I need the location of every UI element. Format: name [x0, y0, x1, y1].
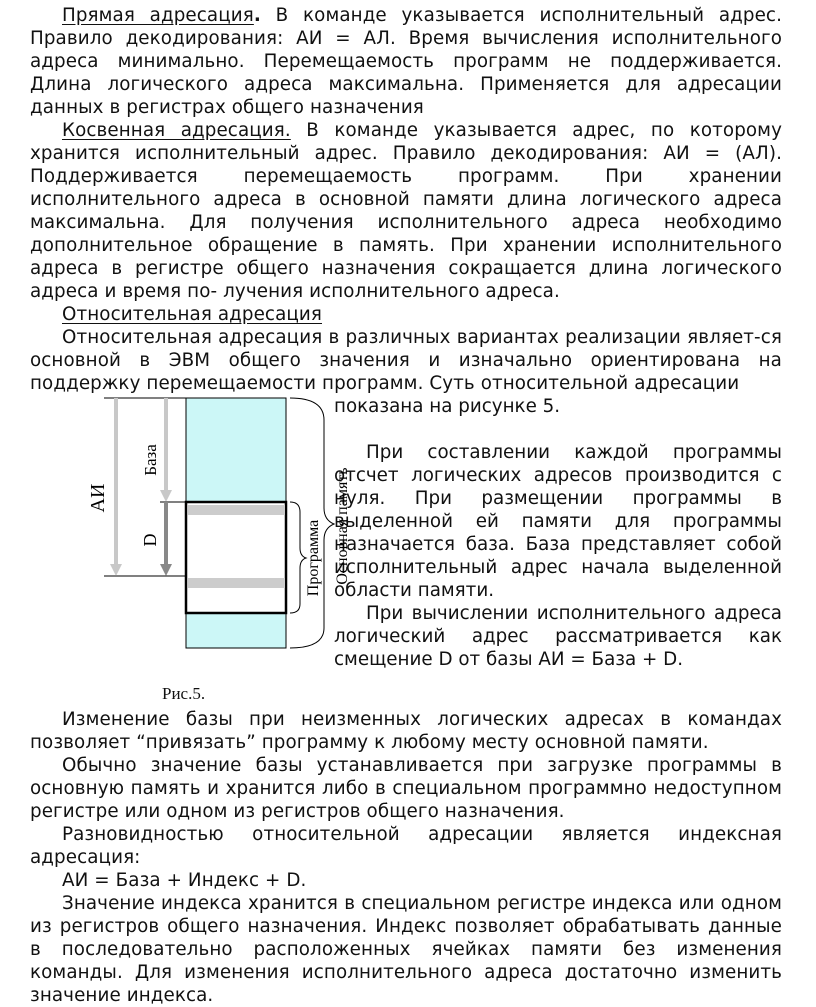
side-text-base: При составлении каждой программы отсчет логических адресов производится с нуля. При размещении программы в выделенной ей памяти для программы назначается база. База представляет собой исполнительный адрес начала выделенной области памяти.	[334, 442, 782, 601]
base-band	[188, 505, 285, 515]
paragraph-index-value: Значение индекса хранится в специальном регистре индекса или одном из регистров общего назначения. Индекс позволяет обрабатывать данные в последовательно расположенных ячейках памяти без изменения команды. Для изменения исполнительного адреса достаточно изменить значение индекса.	[30, 893, 782, 1006]
paragraph-base-change: Изменение базы при неизменных логических адресах в командах позволяет “привязать” программу к любому месту основной памяти.	[30, 709, 782, 753]
figure-reference: показана на рисунке 5.	[334, 396, 561, 417]
side-text-offset: При вычислении исполнительного адреса логический адрес рассматривается как смещение D от базы АИ = База + D.	[334, 603, 782, 670]
direct-title-dot: .	[253, 5, 261, 26]
program-block	[186, 502, 286, 613]
relative-addressing-title: Относительная адресация	[62, 304, 322, 325]
paragraph-direct-addressing	[30, 4, 782, 119]
paragraph-base-value: Обычно значение базы устанавливается при загрузке программы в основную память и хранится либо в специальном программно недоступном регистре или одном из регистров общего назначения.	[30, 755, 782, 822]
d-arrow-head	[160, 564, 172, 576]
relative-addressing-intro: Относительная адресация в различных вариантах реализации являет-ся основной в ЭВМ общего значения и изначально ориентирована на поддержку перемещаемости программ. Суть относительной адресации	[30, 327, 782, 394]
index-formula: АИ = База + Индекс + D.	[62, 870, 307, 891]
label-base: База	[141, 444, 160, 476]
label-d: D	[140, 533, 160, 547]
label-program: Программа	[305, 519, 322, 597]
base-arrow-head	[160, 490, 172, 502]
indirect-addressing-body: В команде указывается адрес, по которому хранится исполнительный адрес. Правило декодирования: АИ = (АЛ). Поддерживается перемещаемость программ. При хранении исполнительного адреса в основной памяти длина логического адреса максимальна. Для получения исполнительного адреса необходимо дополнительное обращение в память. При хранении исполнительного адреса в регистре общего назначения сокращается длина логического адреса и время по- лучения исполнительного адреса.	[30, 120, 782, 302]
label-memory: Основная память	[334, 467, 351, 585]
program-brace	[290, 502, 306, 613]
figure-5-diagram	[0, 390, 816, 660]
relative-addressing-heading	[62, 303, 782, 326]
label-ai: АИ	[87, 483, 109, 513]
figure-caption: Рис.5.	[162, 684, 206, 703]
direct-addressing-body: В команде указывается исполнительный адрес. Правило декодирования: АИ = АЛ. Время вычисления исполнительного адреса минимально. Перемещаемость программ не поддерживается. Длина логического адреса максимальна. Применяется для адресации данных в регистрах общего назначения	[30, 5, 782, 118]
paragraph-indirect-addressing	[30, 119, 782, 303]
indirect-addressing-title: Косвенная адресация.	[62, 120, 291, 141]
ai-arrow-head	[110, 564, 122, 576]
direct-addressing-title: Прямая адресация	[62, 5, 254, 26]
paragraph-index-variant: Разновидностью относительной адресации является индексная адресация:	[30, 824, 782, 868]
target-band	[188, 578, 285, 588]
